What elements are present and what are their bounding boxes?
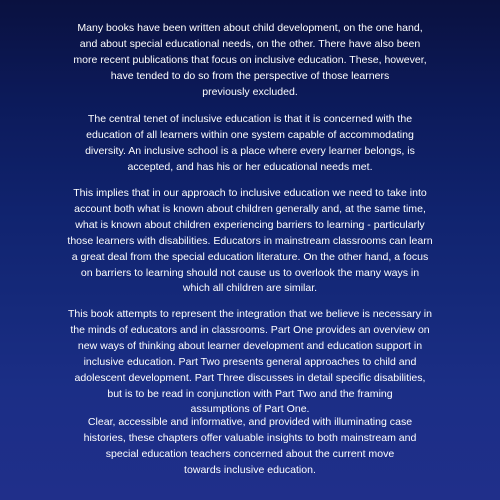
text-line: diversity. An inclusive school is a place where every learner belongs, is xyxy=(85,144,415,157)
text-line: This implies that in our approach to inclusive education we need to take into xyxy=(73,187,427,199)
paragraph-3 xyxy=(30,186,470,297)
text-line: This book attempts to represent the integration that we believe is necessary in xyxy=(67,308,433,320)
text-line: accepted, and has his or her educational needs met. xyxy=(127,160,373,173)
paragraph-2 xyxy=(30,112,470,176)
text-line: special education teachers concerned about the current move xyxy=(105,447,395,460)
text-line: what is known about children experiencing barriers to learning - particularly xyxy=(75,218,425,231)
text-line: previously excluded. xyxy=(202,85,298,98)
text-line: on barriers to learning should not cause us to overlook the many ways in xyxy=(80,266,420,279)
text-line: the minds of educators and in classrooms. Part One provides an overview on xyxy=(70,323,430,336)
paragraph-5 xyxy=(30,415,470,479)
text-line: Clear, accessible and informative, and provided with illuminating case xyxy=(87,416,413,428)
text-line: a great deal from the special education literature. On the other hand, a focus xyxy=(71,250,429,263)
text-line: account both what is known about children generally and, at the same time, xyxy=(74,202,426,215)
text-line: adolescent development. Part Three discusses in detail specific disabilities, xyxy=(74,371,426,384)
text-line: new ways of thinking about learner development and education support in xyxy=(77,339,423,352)
text-line: those learners with disabilities. Educators in mainstream classrooms can learn xyxy=(67,234,433,247)
text-line: but is to be read in conjunction with Part Two and the framing xyxy=(107,387,393,400)
text-line: The central tenet of inclusive education is that it is concerned with the xyxy=(87,113,413,125)
text-line: histories, these chapters offer valuable insights to both mainstream and xyxy=(83,431,417,444)
text-line: Many books have been written about child development, on the one hand, xyxy=(77,22,423,34)
text-line: inclusive education. Part Two presents general approaches to child and xyxy=(83,355,417,368)
text-line: towards inclusive education. xyxy=(184,463,316,476)
text-line: assumptions of Part One. xyxy=(190,403,310,416)
text-line: and about special educational needs, on the other. There have also been xyxy=(79,37,421,50)
paragraph-4 xyxy=(30,307,470,418)
paragraph-1 xyxy=(30,21,470,101)
text-line: more recent publications that focus on inclusive education. These, however, xyxy=(73,53,427,66)
text-line: have tended to do so from the perspective of those learners xyxy=(110,69,390,82)
text-line: which all children are similar. xyxy=(182,282,318,295)
text-line: education of all learners within one system capable of accommodating xyxy=(86,128,414,141)
